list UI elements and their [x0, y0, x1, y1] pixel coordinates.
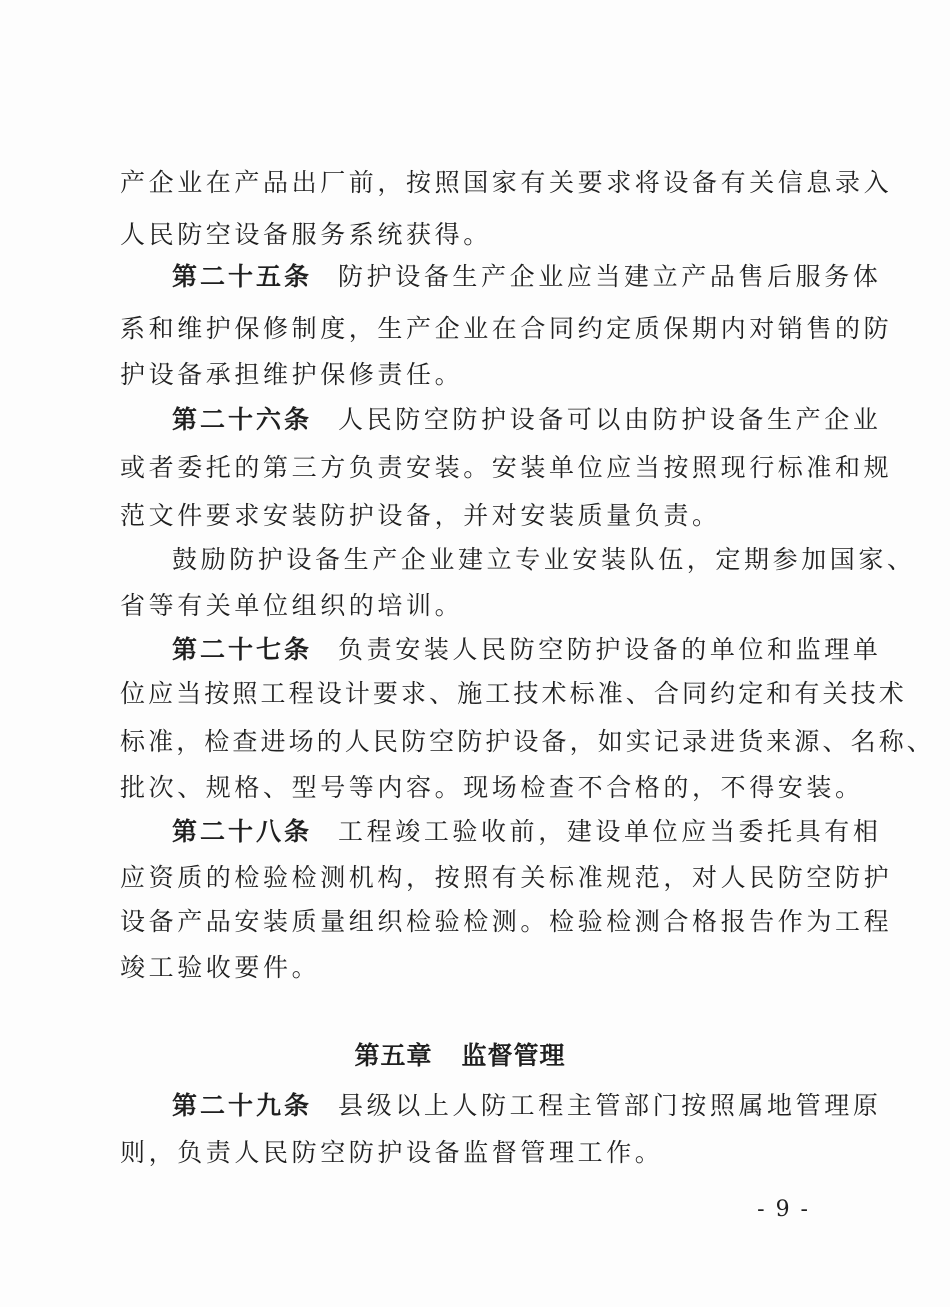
body-line: 鼓励防护设备生产企业建立专业安装队伍，定期参加国家、 — [172, 545, 916, 574]
body-text: 防护设备生产企业应当建立产品售后服务体 — [338, 262, 882, 291]
article-26-line — [172, 397, 882, 443]
page-number: - 9 - — [757, 1197, 810, 1222]
article-28-line — [172, 809, 882, 855]
chapter-heading: 第五章 监督管理 — [354, 1041, 566, 1070]
body-line: 人民防空设备服务系统获得。 — [120, 220, 492, 249]
body-text: 负责安装人民防空防护设备的单位和监理单 — [338, 635, 882, 664]
body-text: 工程竣工验收前，建设单位应当委托具有相 — [338, 817, 882, 846]
body-line: 范文件要求安装防护设备，并对安装质量负责。 — [120, 501, 721, 530]
article-29-line — [172, 1083, 882, 1129]
body-line: 产企业在产品出厂前，按照国家有关要求将设备有关信息录入 — [120, 168, 893, 197]
body-line: 竣工验收要件。 — [120, 953, 321, 982]
body-text: 县级以上人防工程主管部门按照属地管理原 — [338, 1091, 882, 1120]
body-text: 人民防空防护设备可以由防护设备生产企业 — [338, 405, 882, 434]
article-27-heading: 第二十七条 — [172, 635, 313, 664]
article-29-heading: 第二十九条 — [172, 1091, 313, 1120]
body-line: 省等有关单位组织的培训。 — [120, 591, 464, 620]
body-line: 系和维护保修制度，生产企业在合同约定质保期内对销售的防 — [120, 314, 893, 343]
body-line: 或者委托的第三方负责安装。安装单位应当按照现行标准和规 — [120, 453, 893, 482]
body-line: 护设备承担维护保修责任。 — [120, 360, 464, 389]
article-25-line — [172, 254, 882, 300]
body-line: 设备产品安装质量组织检验检测。检验检测合格报告作为工程 — [120, 907, 893, 936]
article-28-heading: 第二十八条 — [172, 817, 313, 846]
body-line: 则，负责人民防空防护设备监督管理工作。 — [120, 1138, 664, 1167]
article-27-line — [172, 627, 882, 673]
body-line: 位应当按照工程设计要求、施工技术标准、合同约定和有关技术 — [120, 679, 907, 708]
body-line: 应资质的检验检测机构，按照有关标准规范，对人民防空防护 — [120, 863, 893, 892]
article-26-heading: 第二十六条 — [172, 405, 313, 434]
article-25-heading: 第二十五条 — [172, 262, 313, 291]
body-line: 标准，检查进场的人民防空防护设备，如实记录进货来源、名称、 — [120, 727, 935, 756]
body-line: 批次、规格、型号等内容。现场检查不合格的，不得安装。 — [120, 773, 864, 802]
